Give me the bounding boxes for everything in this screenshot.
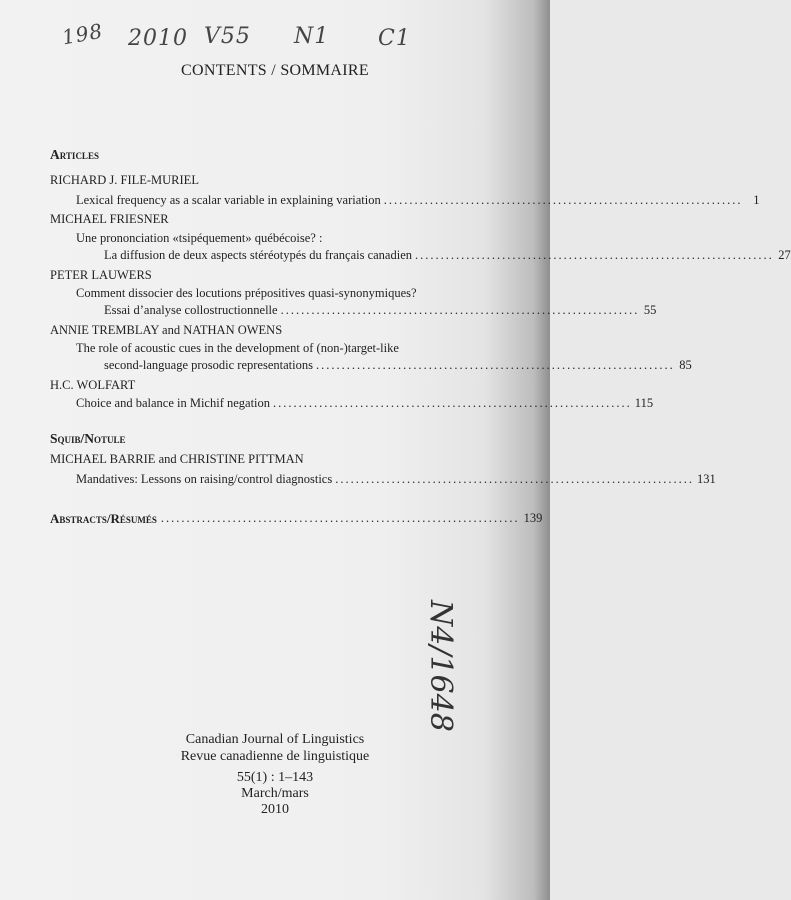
article-title: The role of acoustic cues in the development of (non-)target-like [76, 341, 399, 355]
page-number: 55 [643, 303, 657, 317]
leader-dots: ...................................................................... [335, 472, 694, 486]
journal-name-en: Canadian Journal of Linguistics [185, 732, 365, 747]
handwritten-note: 198 [60, 18, 105, 50]
handwritten-note: C1 [378, 26, 411, 51]
article-author: ANNIE TREMBLAY and NATHAN OWENS [50, 323, 283, 337]
leader-dots: ...................................................................... [315, 358, 675, 372]
handwritten-side-note: N4/1648 [423, 600, 458, 732]
issue-year: 2010 [261, 802, 289, 817]
article-entry[interactable] [76, 193, 760, 208]
article-title-cont: second-language prosodic representations [104, 358, 313, 372]
leader-dots: ...................................................................... [280, 303, 640, 317]
squib-entry[interactable] [76, 472, 716, 487]
page-number: 85 [679, 358, 692, 372]
article-title-cont: La diffusion de deux aspects stéréotypés du français canadien [104, 248, 412, 262]
article-title: Comment dissocier des locutions prépositives quasi-synonymiques? [76, 286, 417, 300]
issue-month: March/mars [241, 786, 309, 801]
page-number: 131 [696, 472, 716, 486]
page-number: 1 [753, 193, 760, 207]
article-author: RICHARD J. FILE-MURIEL [50, 173, 199, 187]
page-number: 115 [634, 396, 654, 410]
leader-dots: ...................................................................... [383, 193, 743, 207]
article-entry[interactable] [104, 303, 657, 318]
page-number: 139 [523, 511, 543, 525]
article-title: Lexical frequency as a scalar variable in explaining variation [76, 193, 381, 207]
article-author: MICHAEL FRIESNER [50, 212, 169, 226]
page-number: 27 [778, 248, 791, 262]
handwritten-note: N1 [294, 24, 330, 49]
handwritten-note: 2010 [128, 26, 188, 51]
journal-name-fr: Revue canadienne de linguistique [180, 749, 370, 764]
article-author: PETER LAUWERS [50, 268, 152, 282]
leader-dots: ...................................................................... [415, 248, 774, 262]
section-heading-squib: Squib/Notule [50, 431, 126, 446]
article-entry[interactable] [76, 396, 654, 411]
article-entry[interactable] [104, 358, 692, 373]
leader-dots: ...................................................................... [160, 511, 520, 525]
handwritten-note: V55 [204, 24, 251, 49]
leader-dots: ...................................................................... [273, 396, 632, 410]
article-author: H.C. WOLFART [50, 378, 136, 392]
article-title: Choice and balance in Michif negation [76, 396, 271, 410]
article-entry[interactable] [104, 248, 791, 263]
abstracts-entry[interactable] [50, 511, 543, 527]
squib-title: Mandatives: Lessons on raising/control diagnostics [76, 472, 333, 486]
squib-author: MICHAEL BARRIE and CHRISTINE PITTMAN [50, 452, 304, 466]
article-title: Une prononciation «tsipéquement» québécoise? : [76, 231, 323, 245]
section-heading-articles: Articles [50, 147, 99, 162]
article-title-cont: Essai d’analyse collostructionnelle [104, 303, 278, 317]
abstracts-label: Abstracts/Résumés [50, 511, 157, 526]
volume-info: 55(1) : 1–143 [236, 770, 314, 785]
page-title: CONTENTS / SOMMAIRE [181, 62, 369, 79]
